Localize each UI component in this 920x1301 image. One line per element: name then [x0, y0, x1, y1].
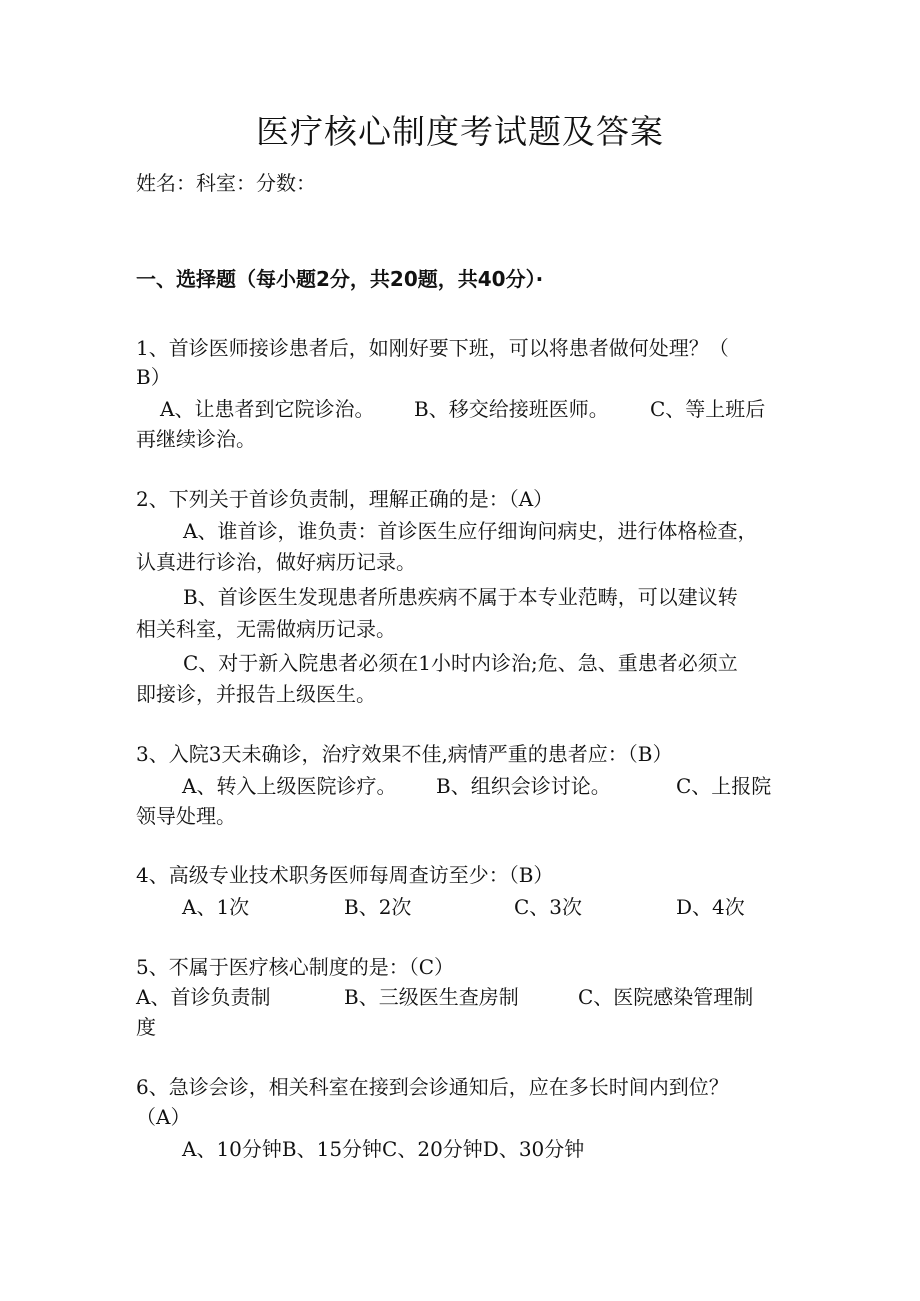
question-5-option-c: C、医院感染管理制 [578, 985, 754, 1009]
section-heading: 一、选择题（每小题2分，共20题，共40分）· [136, 267, 544, 291]
question-4-option-a: A、1次 [182, 895, 250, 919]
question-2-option-a: A、谁首诊，谁负责：首诊医生应仔细询问病史，进行体格检查， [183, 519, 758, 543]
question-4-text: 4、高级专业技术职务医师每周查访至少：（B） [136, 863, 554, 887]
question-5-text: 5、不属于医疗核心制度的是：（C） [136, 955, 455, 979]
question-1-option-c-cont: 再继续诊治。 [136, 427, 256, 451]
question-6-text: 6、急诊会诊，相关科室在接到会诊通知后，应在多长时间内到位？ [136, 1075, 729, 1099]
question-6-text-cont: （A） [136, 1105, 191, 1129]
question-1-option-a: A、让患者到它院诊治。 [160, 397, 375, 421]
question-3-option-c: C、上报院 [676, 774, 772, 798]
question-2-text: 2、下列关于首诊负责制，理解正确的是：（A） [136, 487, 554, 511]
question-6-options: A、10分钟B、15分钟C、20分钟D、30分钟 [182, 1137, 585, 1161]
question-3-text: 3、入院3天未确诊，治疗效果不佳,病情严重的患者应：（B） [136, 742, 673, 766]
page-title: 医疗核心制度考试题及答案 [256, 112, 664, 151]
question-4-option-c: C、3次 [514, 895, 583, 919]
question-2-option-b: B、首诊医生发现患者所患疾病不属于本专业范畴，可以建议转 [183, 585, 738, 609]
question-3-option-c-cont: 领导处理。 [136, 804, 236, 828]
question-1-option-c: C、等上班后 [650, 397, 766, 421]
question-1-text: 1、首诊医师接诊患者后，如刚好要下班，可以将患者做何处理？（ [136, 336, 729, 360]
question-2-option-c-cont: 即接诊，并报告上级医生。 [136, 682, 376, 706]
question-5-option-c-cont: 度 [136, 1015, 156, 1039]
question-5-option-b: B、三级医生查房制 [344, 985, 519, 1009]
question-4-option-d: D、4次 [676, 895, 745, 919]
question-5-option-a: A、首诊负责制 [136, 985, 271, 1009]
question-2-option-c: C、对于新入院患者必须在1小时内诊治;危、急、重患者必须立 [183, 651, 738, 675]
question-4-option-b: B、2次 [344, 895, 412, 919]
question-1-option-b: B、移交给接班医师。 [414, 397, 609, 421]
question-2-option-b-cont: 相关科室，无需做病历记录。 [136, 617, 396, 641]
question-3-option-b: B、组织会诊讨论。 [436, 774, 611, 798]
info-line: 姓名：科室：分数： [136, 171, 316, 195]
question-2-option-a-cont: 认真进行诊治，做好病历记录。 [136, 550, 416, 574]
question-1-text-cont: B） [136, 365, 171, 389]
question-3-option-a: A、转入上级医院诊疗。 [182, 774, 397, 798]
